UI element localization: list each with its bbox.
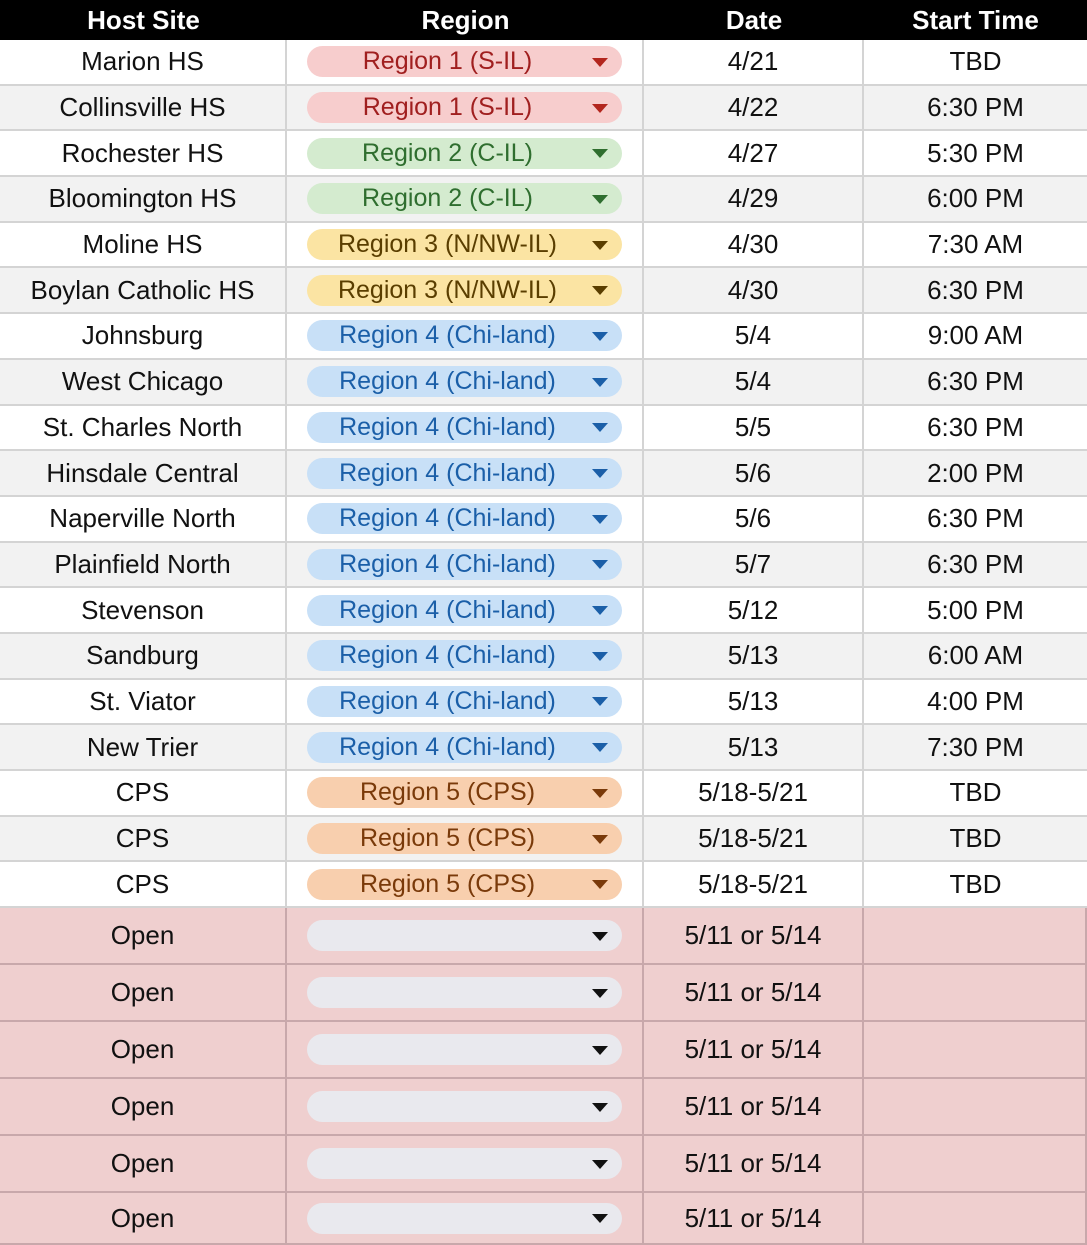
region-dropdown[interactable]	[307, 1091, 622, 1122]
table-row	[0, 360, 1087, 406]
host-site-cell[interactable]: CPS	[0, 771, 287, 815]
region-dropdown[interactable]	[307, 92, 622, 123]
start-time-cell[interactable]: 6:30 PM	[927, 503, 1024, 534]
region-cell[interactable]	[287, 543, 644, 587]
start-time-cell[interactable]: 6:30 PM	[927, 366, 1024, 397]
date-cell[interactable]: 4/21	[644, 40, 864, 84]
table-row	[0, 725, 1087, 771]
region-dropdown[interactable]	[307, 1148, 622, 1179]
region-cell[interactable]	[287, 314, 644, 358]
dropdown-arrow-icon[interactable]	[592, 332, 608, 341]
region-cell[interactable]	[287, 177, 644, 221]
start-time-cell[interactable]: TBD	[949, 46, 1002, 77]
date-cell[interactable]: 5/13	[644, 725, 864, 769]
column-header-date[interactable]: Date	[725, 4, 783, 35]
region-dropdown-label: Region 1 (S-IL)	[362, 93, 533, 122]
table-row	[0, 268, 1087, 314]
dropdown-arrow-icon[interactable]	[592, 697, 608, 706]
region-dropdown[interactable]	[307, 686, 622, 717]
start-time-cell[interactable]	[864, 1193, 1087, 1243]
region-dropdown-label: Region 1 (S-IL)	[362, 47, 533, 76]
region-dropdown[interactable]	[307, 183, 622, 214]
host-site-cell[interactable]: Open	[0, 1193, 287, 1243]
dropdown-arrow-icon[interactable]	[592, 104, 608, 113]
start-time-cell[interactable]: 7:30 PM	[927, 731, 1024, 762]
host-site-cell[interactable]: St. Viator	[0, 680, 287, 724]
region-dropdown[interactable]	[307, 458, 622, 489]
dropdown-arrow-icon[interactable]	[592, 1046, 608, 1055]
date-cell[interactable]: 4/27	[644, 131, 864, 175]
region-dropdown-label: Region 2 (C-IL)	[362, 184, 533, 213]
region-cell[interactable]	[287, 131, 644, 175]
dropdown-arrow-icon[interactable]	[592, 932, 608, 941]
host-site-cell[interactable]: CPS	[0, 862, 287, 906]
date-cell[interactable]: 5/11 or 5/14	[644, 1193, 864, 1243]
region-dropdown-label: Region 4 (Chi-land)	[339, 595, 556, 624]
region-cell[interactable]	[287, 771, 644, 815]
dropdown-arrow-icon[interactable]	[592, 149, 608, 158]
region-dropdown[interactable]	[307, 823, 622, 854]
host-site-cell[interactable]: Moline HS	[0, 223, 287, 267]
start-time-cell[interactable]: 5:00 PM	[927, 594, 1024, 625]
date-cell[interactable]: 5/4	[644, 314, 864, 358]
start-time-cell[interactable]	[864, 965, 1087, 1020]
region-dropdown[interactable]	[307, 138, 622, 169]
region-dropdown-label: Region 4 (Chi-land)	[339, 686, 556, 715]
dropdown-arrow-icon[interactable]	[592, 195, 608, 204]
host-site-cell[interactable]: Rochester HS	[0, 131, 287, 175]
region-dropdown[interactable]	[307, 977, 622, 1008]
region-dropdown-label: Region 4 (Chi-land)	[339, 321, 556, 350]
date-cell[interactable]: 5/11 or 5/14	[644, 1022, 864, 1077]
dropdown-arrow-icon[interactable]	[592, 515, 608, 524]
dropdown-arrow-icon[interactable]	[592, 1214, 608, 1223]
table-row	[0, 817, 1087, 863]
region-cell[interactable]	[287, 965, 644, 1020]
start-time-cell[interactable]: 5:30 PM	[927, 137, 1024, 168]
host-site-cell[interactable]: CPS	[0, 817, 287, 861]
start-time-cell[interactable]: TBD	[949, 777, 1002, 808]
region-dropdown[interactable]	[307, 1034, 622, 1065]
host-site-cell[interactable]: Boylan Catholic HS	[0, 268, 287, 312]
dropdown-arrow-icon[interactable]	[592, 378, 608, 387]
region-dropdown[interactable]	[307, 229, 622, 260]
region-cell[interactable]	[287, 817, 644, 861]
table-row	[0, 862, 1087, 908]
table-row	[0, 634, 1087, 680]
host-site-cell[interactable]: Plainfield North	[0, 543, 287, 587]
dropdown-arrow-icon[interactable]	[592, 743, 608, 752]
start-time-cell[interactable]: 4:00 PM	[927, 685, 1024, 716]
region-cell[interactable]	[287, 86, 644, 130]
table-row	[0, 451, 1087, 497]
region-cell[interactable]	[287, 725, 644, 769]
dropdown-arrow-icon[interactable]	[592, 1160, 608, 1169]
table-row	[0, 406, 1087, 452]
table-row	[0, 543, 1087, 589]
dropdown-arrow-icon[interactable]	[592, 606, 608, 615]
date-cell[interactable]: 5/11 or 5/14	[644, 1136, 864, 1191]
region-cell[interactable]	[287, 360, 644, 404]
region-cell[interactable]	[287, 1136, 644, 1191]
table-row	[0, 771, 1087, 817]
host-site-cell[interactable]: Collinsville HS	[0, 86, 287, 130]
date-cell[interactable]: 5/18-5/21	[644, 771, 864, 815]
region-dropdown-label: Region 4 (Chi-land)	[339, 641, 556, 670]
dropdown-arrow-icon[interactable]	[592, 989, 608, 998]
region-dropdown-label: Region 4 (Chi-land)	[339, 458, 556, 487]
table-row	[0, 223, 1087, 269]
region-cell[interactable]	[287, 588, 644, 632]
table-body	[0, 40, 1087, 1245]
region-cell[interactable]	[287, 1079, 644, 1134]
region-dropdown-label: Region 4 (Chi-land)	[339, 549, 556, 578]
start-time-cell[interactable]: 6:00 AM	[927, 640, 1024, 671]
table-row	[0, 588, 1087, 634]
open-table-row	[0, 965, 1087, 1022]
table-row	[0, 40, 1087, 86]
start-time-cell[interactable]	[864, 1136, 1087, 1191]
date-cell[interactable]: 4/29	[644, 177, 864, 221]
region-dropdown-label: Region 4 (Chi-land)	[339, 412, 556, 441]
region-cell[interactable]	[287, 908, 644, 963]
date-cell[interactable]: 5/6	[644, 451, 864, 495]
dropdown-arrow-icon[interactable]	[592, 880, 608, 889]
open-table-row	[0, 1079, 1087, 1136]
host-site-cell[interactable]: Open	[0, 965, 287, 1020]
dropdown-arrow-icon[interactable]	[592, 469, 608, 478]
region-cell[interactable]	[287, 406, 644, 450]
region-dropdown[interactable]	[307, 920, 622, 951]
region-dropdown-label: Region 5 (CPS)	[359, 778, 536, 807]
region-cell[interactable]	[287, 223, 644, 267]
start-time-cell[interactable]: 9:00 AM	[927, 320, 1024, 351]
dropdown-arrow-icon[interactable]	[592, 789, 608, 798]
region-cell[interactable]	[287, 862, 644, 906]
open-table-row	[0, 1022, 1087, 1079]
host-site-cell[interactable]: Marion HS	[0, 40, 287, 84]
host-site-cell[interactable]: Open	[0, 1136, 287, 1191]
region-cell[interactable]	[287, 268, 644, 312]
header-row	[0, 0, 1087, 40]
dropdown-arrow-icon[interactable]	[592, 652, 608, 661]
host-site-cell[interactable]: Stevenson	[0, 588, 287, 632]
region-dropdown[interactable]	[307, 777, 622, 808]
dropdown-arrow-icon[interactable]	[592, 835, 608, 844]
region-dropdown[interactable]	[307, 595, 622, 626]
start-time-cell[interactable]: 6:30 PM	[927, 411, 1024, 442]
date-cell[interactable]: 5/18-5/21	[644, 817, 864, 861]
start-time-cell[interactable]	[864, 1022, 1087, 1077]
host-site-cell[interactable]: New Trier	[0, 725, 287, 769]
region-cell[interactable]	[287, 1193, 644, 1243]
date-cell[interactable]: 5/12	[644, 588, 864, 632]
table-row	[0, 314, 1087, 360]
dropdown-arrow-icon[interactable]	[592, 1103, 608, 1112]
column-header-start-time[interactable]: Start Time	[912, 4, 1039, 35]
region-dropdown[interactable]	[307, 412, 622, 443]
region-dropdown[interactable]	[307, 320, 622, 351]
region-dropdown[interactable]	[307, 732, 622, 763]
open-table-row	[0, 1193, 1087, 1245]
region-dropdown[interactable]	[307, 503, 622, 534]
date-cell[interactable]: 5/18-5/21	[644, 862, 864, 906]
region-dropdown[interactable]	[307, 549, 622, 580]
date-cell[interactable]: 4/30	[644, 268, 864, 312]
host-site-cell[interactable]: West Chicago	[0, 360, 287, 404]
host-site-cell[interactable]: Sandburg	[0, 634, 287, 678]
region-cell[interactable]	[287, 680, 644, 724]
region-dropdown-label: Region 3 (N/NW-IL)	[337, 230, 558, 259]
region-dropdown[interactable]	[307, 640, 622, 671]
region-dropdown[interactable]	[307, 46, 622, 77]
table-row	[0, 177, 1087, 223]
date-cell[interactable]: 5/13	[644, 634, 864, 678]
table-row	[0, 131, 1087, 177]
region-dropdown-label: Region 3 (N/NW-IL)	[337, 275, 558, 304]
region-cell[interactable]	[287, 40, 644, 84]
date-cell[interactable]: 5/6	[644, 497, 864, 541]
start-time-cell[interactable]: 6:30 PM	[927, 274, 1024, 305]
start-time-cell[interactable]: 6:30 PM	[927, 548, 1024, 579]
region-cell[interactable]	[287, 1022, 644, 1077]
host-site-cell[interactable]: Open	[0, 908, 287, 963]
dropdown-arrow-icon[interactable]	[592, 423, 608, 432]
host-site-cell[interactable]: Open	[0, 1079, 287, 1134]
open-table-row	[0, 1136, 1087, 1193]
region-dropdown[interactable]	[307, 1203, 622, 1234]
start-time-cell[interactable]: 6:30 PM	[927, 92, 1024, 123]
table-row	[0, 86, 1087, 132]
host-site-cell[interactable]: St. Charles North	[0, 406, 287, 450]
date-cell[interactable]: 5/11 or 5/14	[644, 908, 864, 963]
dropdown-arrow-icon[interactable]	[592, 286, 608, 295]
start-time-cell[interactable]: 6:00 PM	[927, 183, 1024, 214]
region-dropdown[interactable]	[307, 275, 622, 306]
date-cell[interactable]: 4/22	[644, 86, 864, 130]
host-site-cell[interactable]: Johnsburg	[0, 314, 287, 358]
start-time-cell[interactable]	[864, 1079, 1087, 1134]
region-dropdown[interactable]	[307, 366, 622, 397]
start-time-cell[interactable]: TBD	[949, 823, 1002, 854]
date-cell[interactable]: 5/7	[644, 543, 864, 587]
region-cell[interactable]	[287, 497, 644, 541]
host-site-cell[interactable]: Hinsdale Central	[0, 451, 287, 495]
start-time-cell[interactable]: TBD	[949, 868, 1002, 899]
date-cell[interactable]: 4/30	[644, 223, 864, 267]
region-cell[interactable]	[287, 634, 644, 678]
region-dropdown-label: Region 2 (C-IL)	[362, 138, 533, 167]
start-time-cell[interactable]: 2:00 PM	[927, 457, 1024, 488]
host-site-cell[interactable]: Bloomington HS	[0, 177, 287, 221]
dropdown-arrow-icon[interactable]	[592, 241, 608, 250]
host-site-cell[interactable]: Open	[0, 1022, 287, 1077]
start-time-cell[interactable]: 7:30 AM	[927, 229, 1024, 260]
date-cell[interactable]: 5/11 or 5/14	[644, 965, 864, 1020]
dropdown-arrow-icon[interactable]	[592, 560, 608, 569]
dropdown-arrow-icon[interactable]	[592, 58, 608, 67]
column-header-region[interactable]: Region	[421, 4, 510, 35]
column-header-host-site[interactable]: Host Site	[87, 4, 200, 35]
date-cell[interactable]: 5/13	[644, 680, 864, 724]
region-dropdown-label: Region 4 (Chi-land)	[339, 504, 556, 533]
region-dropdown-label: Region 5 (CPS)	[359, 824, 536, 853]
region-dropdown[interactable]	[307, 869, 622, 900]
region-dropdown-label: Region 4 (Chi-land)	[339, 367, 556, 396]
host-site-cell[interactable]: Naperville North	[0, 497, 287, 541]
start-time-cell[interactable]	[864, 908, 1087, 963]
region-cell[interactable]	[287, 451, 644, 495]
open-table-row	[0, 908, 1087, 965]
table-row	[0, 680, 1087, 726]
table-row	[0, 497, 1087, 543]
region-dropdown-label: Region 5 (CPS)	[359, 869, 536, 898]
region-dropdown-label: Region 4 (Chi-land)	[339, 732, 556, 761]
date-cell[interactable]: 5/11 or 5/14	[644, 1079, 864, 1134]
date-cell[interactable]: 5/4	[644, 360, 864, 404]
date-cell[interactable]: 5/5	[644, 406, 864, 450]
